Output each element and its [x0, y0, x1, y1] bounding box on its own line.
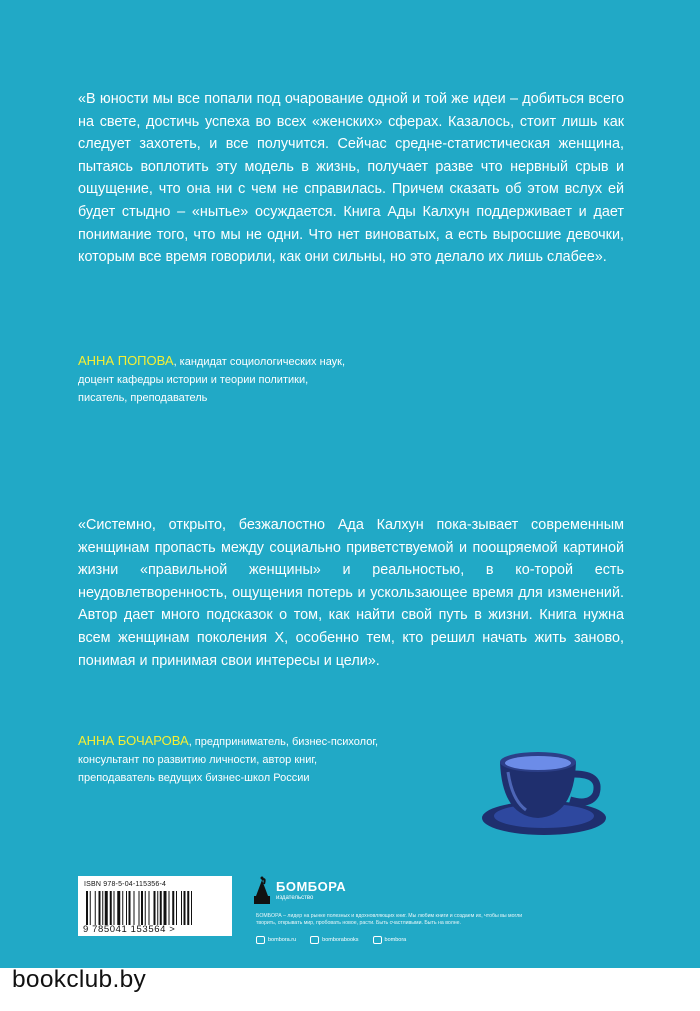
barcode-bar: [110, 891, 112, 925]
youtube-icon: [373, 936, 382, 944]
review-author-2: [78, 732, 498, 787]
barcode-number: 9 785041 153564 >: [83, 924, 176, 935]
author-credential: консультант по развитию личности, автор книг,: [78, 754, 318, 766]
review-quote-2: «Системно, открыто, безжалостно Ада Калхун пока-зывает современным женщинам пропасть между социально приветствуемой и поощряемой картиной жизни «правильной женщины» и реальностью, в ко-торой есть неудовлетворенность, ощущения потерь и ускользающее время для изменений. Автор дает много подсказок о том, как найти свой путь в жизни. Книга нужна всем женщинам поколения X, особенно тем, кто решил начать жить заново, понимая и принимая свои интересы и цели».: [78, 517, 624, 669]
barcode-bar: [191, 891, 192, 925]
barcode-bar: [187, 891, 189, 925]
author-credential: , кандидат социологических наук,: [173, 356, 346, 368]
barcode-bar: [90, 891, 91, 925]
barcode-bar: [134, 891, 135, 925]
publisher-description: БОМБОРА – лидер на рынке полезных и вдохновляющих книг. Мы любим книги и создаем их, чтобы вы могли творить, открывать мир, пробовать новое, расти. Быть счастливыми. Быть на волне.: [256, 913, 523, 926]
barcode-bar: [172, 891, 174, 925]
barcode-bar: [160, 891, 162, 925]
barcode-bar: [122, 891, 123, 925]
coffee-cup-illustration: [478, 738, 606, 838]
barcode-bar: [149, 891, 150, 925]
barcode-bar: [157, 891, 158, 925]
barcode-bar: [102, 891, 103, 925]
publisher-name: БОМБОРА: [276, 879, 347, 894]
review-quote-1: «В юности мы все попали под очарование одной и той же идеи – добиться всего на свете, достичь успеха во всех «женских» сферах. Казалось, стоит лишь как следует захотеть, и все получится. Сейчас средне-статистическая женщина, пытаясь воплотить эту модель в жизнь, получает разве что нервный срыв и ощущение, что она ни с чем не справилась. Причем сказать об этом вслух ей будет стыдно – «нытье» осуждается. Книга Ады Калхун поддерживает и дает понимание того, что мы не одни. Что нет виноватых, а есть выросшие девочки, которым все время говорили, как они сильны, но это делало их лишь слабее».: [78, 91, 624, 266]
barcode-bar: [99, 891, 101, 925]
barcode-bar: [126, 891, 127, 925]
author-credential: , предприниматель, бизнес-психолог,: [188, 736, 379, 748]
barcode-bar: [176, 891, 177, 925]
barcode-bar: [117, 891, 120, 925]
review-author-1: [78, 352, 498, 407]
social-handle: bomborabooks: [322, 937, 359, 943]
barcode-bar: [105, 891, 108, 925]
author-name: АННА БОЧАРОВА: [78, 733, 189, 748]
barcode-bar: [181, 891, 182, 925]
bombora-logo-icon: [252, 876, 272, 906]
social-handle: bombora.ru: [268, 937, 297, 943]
social-link[interactable]: [310, 936, 358, 944]
site-watermark: bookclub.by: [12, 966, 147, 993]
author-credential: доцент кафедры истории и теории политики,: [78, 374, 309, 386]
barcode-bar: [154, 891, 156, 925]
publisher-socials: [256, 936, 406, 944]
barcode-bar: [169, 891, 170, 925]
social-handle: bombora: [384, 937, 407, 943]
isbn-label: ISBN 978-5-04-115356-4: [84, 881, 167, 888]
publisher-subtitle: издательство: [276, 895, 314, 901]
barcode-bar: [86, 891, 88, 925]
vk-icon: [310, 936, 319, 944]
barcode-bar: [95, 891, 96, 925]
social-link[interactable]: [256, 936, 296, 944]
author-name: АННА ПОПОВА: [78, 353, 174, 368]
barcode-bars: [86, 891, 226, 925]
barcode-bar: [129, 891, 131, 925]
barcode-bar: [184, 891, 186, 925]
barcode-bar: [114, 891, 115, 925]
barcode-bar: [145, 891, 146, 925]
author-credential: писатель, преподаватель: [78, 392, 208, 404]
social-link[interactable]: [373, 936, 407, 944]
author-credential: преподаватель ведущих бизнес-школ России: [78, 772, 310, 784]
barcode-bar: [164, 891, 167, 925]
barcode-bar: [141, 891, 143, 925]
instagram-icon: [256, 936, 265, 944]
barcode-bar: [139, 891, 140, 925]
isbn-barcode: [78, 876, 232, 936]
